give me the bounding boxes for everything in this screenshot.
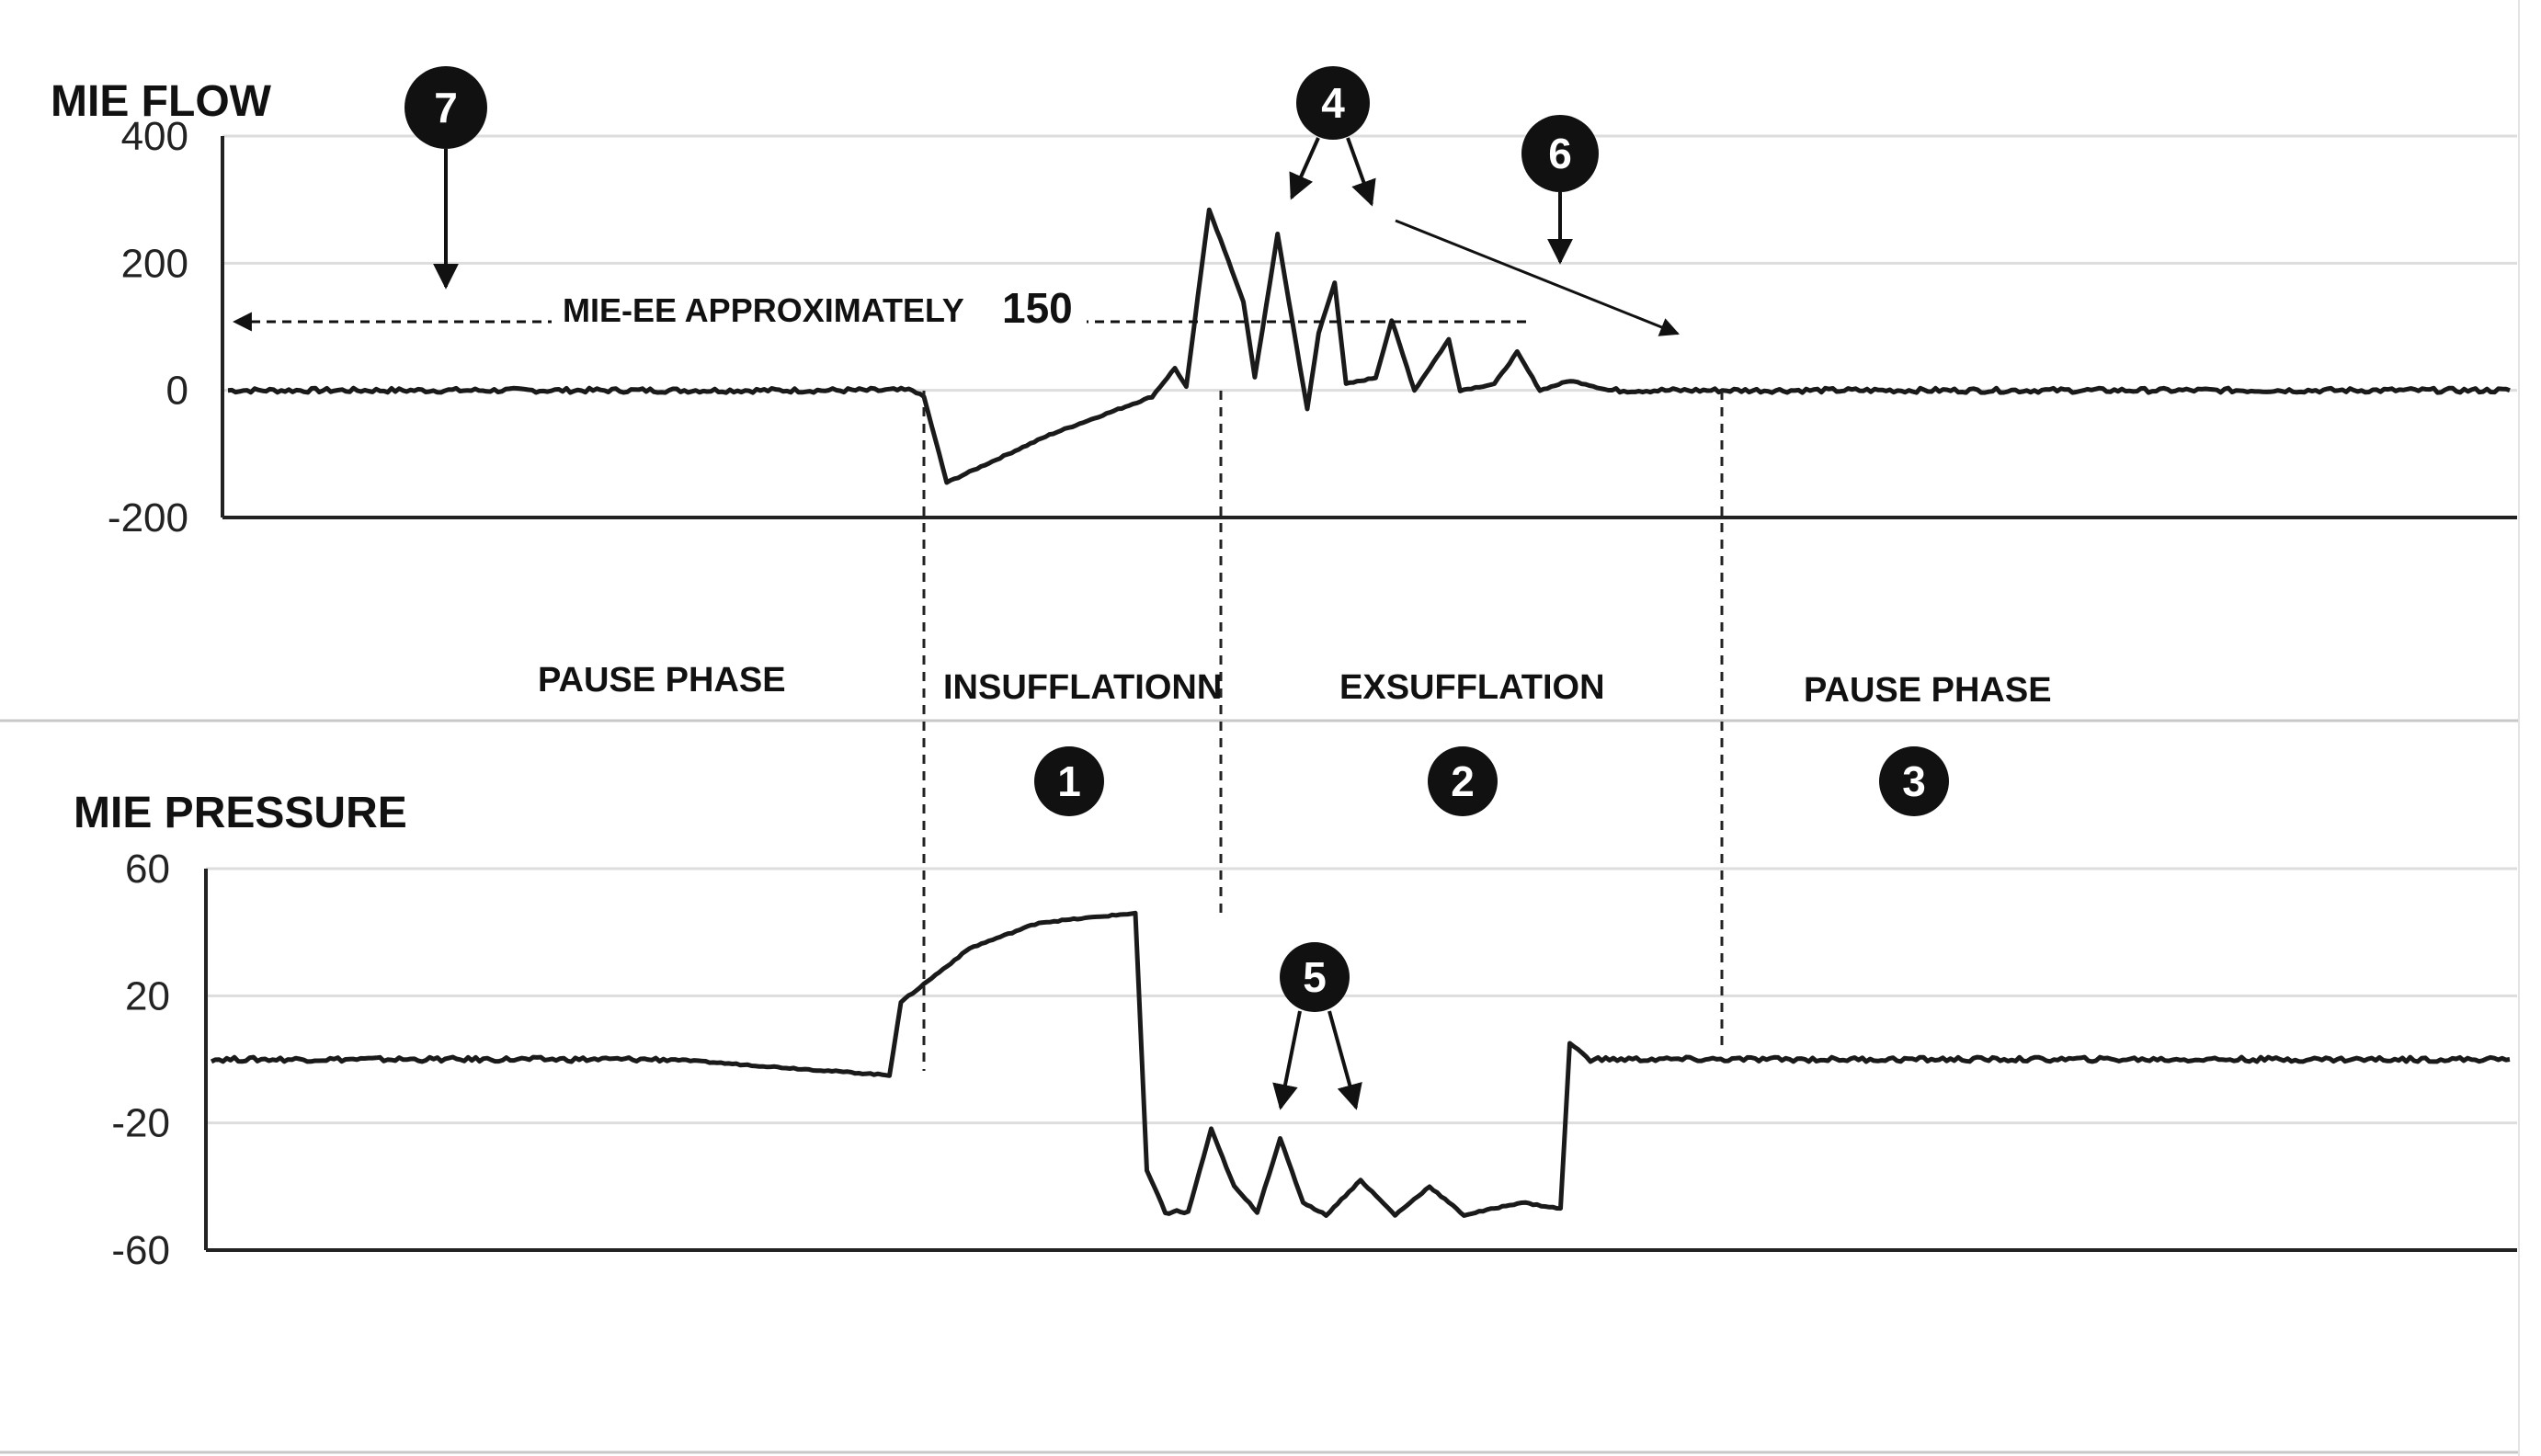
- pressure-series-line: [211, 913, 2510, 1215]
- badge-1: [1034, 746, 1104, 816]
- phase-label-exsufflation: EXSUFFLATION: [1339, 668, 1605, 707]
- pressure-y-tick-label: -60: [111, 1228, 170, 1273]
- flow-y-tick-label: 0: [165, 368, 188, 414]
- badge-4-label: 4: [1321, 79, 1345, 127]
- ee-annotation-value: 150: [1002, 284, 1073, 332]
- phase-label-pause-left: PAUSE PHASE: [538, 661, 786, 700]
- flow-y-tick-label: 200: [120, 241, 188, 287]
- flow-y-tick-label: 400: [120, 114, 188, 159]
- badge-5: [1280, 942, 1350, 1012]
- arrow-4-left: [1292, 138, 1318, 198]
- flow-tick-labels: [108, 114, 188, 540]
- phase-label-insufflation: INSUFFLATIONN: [943, 668, 1223, 707]
- badge-3-label: 3: [1902, 757, 1926, 805]
- flow-y-tick-label: -200: [107, 495, 188, 540]
- pressure-title: MIE PRESSURE: [74, 789, 407, 837]
- badge-3: [1879, 746, 1949, 816]
- badge-7: [405, 66, 487, 149]
- pressure-tick-labels: [111, 847, 170, 1273]
- badge-2: [1428, 746, 1498, 816]
- badge-4: [1296, 66, 1370, 140]
- flow-title: MIE FLOW: [51, 77, 271, 126]
- arrow-5-right: [1329, 1011, 1356, 1108]
- flow-series-line: [228, 210, 2510, 483]
- arrow-5-left: [1281, 1011, 1300, 1108]
- ee-annotation-label: MIE-EE APPROXIMATELY: [563, 291, 964, 329]
- pressure-y-tick-label: 20: [125, 973, 170, 1019]
- badge-7-label: 7: [434, 84, 458, 131]
- badge-6-label: 6: [1548, 130, 1572, 177]
- arrow-4-right: [1348, 138, 1372, 204]
- arrow-6-decay: [1396, 221, 1678, 334]
- badge-2-label: 2: [1451, 757, 1475, 805]
- badge-6: [1521, 115, 1599, 192]
- pressure-grid: [206, 869, 2517, 1123]
- pressure-y-tick-label: 60: [125, 847, 170, 892]
- phase-label-pause-right: PAUSE PHASE: [1804, 671, 2052, 710]
- flow-panel: [51, 77, 2517, 540]
- pressure-y-tick-label: -20: [111, 1100, 170, 1146]
- flow-grid: [222, 136, 2517, 391]
- badge-5-label: 5: [1303, 953, 1327, 1001]
- badge-1-label: 1: [1057, 757, 1081, 805]
